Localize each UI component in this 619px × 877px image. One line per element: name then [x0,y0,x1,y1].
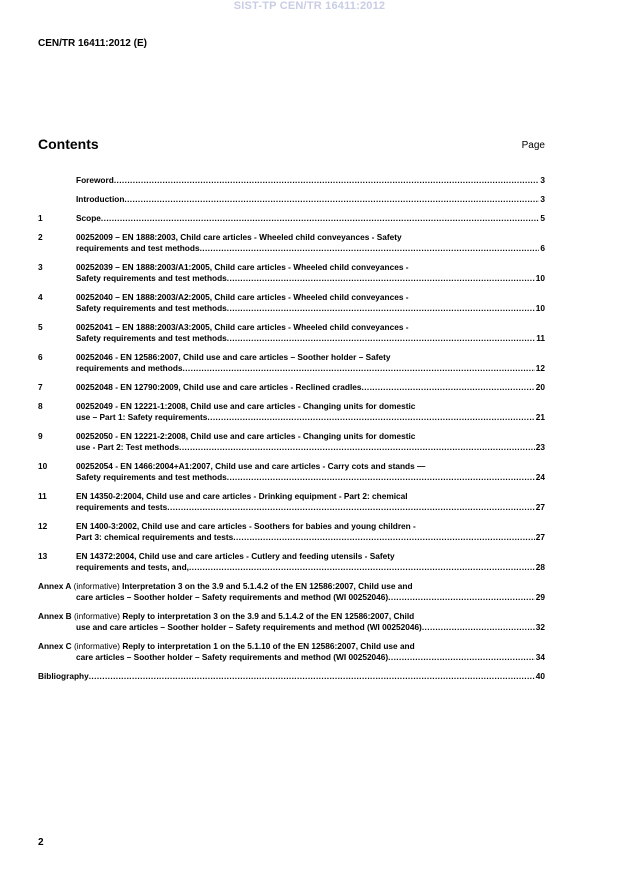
annex-title-cont: care articles – Soother holder – Safety requirements and method (WI 00252046) [76,652,389,662]
toc-entry-last-line [38,592,545,603]
toc-entry[interactable] [38,194,545,205]
toc-entry-number: 2 [38,232,43,242]
toc-entry-number: 8 [38,401,43,411]
toc-entry-line: EN 14350-2:2004, Child use and care articles - Drinking equipment - Part 2: chemical [76,491,408,501]
toc-entry-body [76,401,545,423]
toc-entry-line: EN 1400-3:2002, Child use and care articles - Soothers for babies and young children - [76,521,416,531]
toc-entry-line: 00252039 – EN 1888:2003/A1:2005, Child care articles - Wheeled child conveyances - [76,262,409,272]
dot-leader [233,532,535,543]
toc-entry-number: 6 [38,352,43,362]
toc-entry-page: 12 [535,363,545,373]
dot-leader [388,592,535,603]
toc-entry-body [76,382,545,393]
toc-entry-title: Safety requirements and test methods [76,303,227,313]
toc-entry-page: 23 [535,442,545,452]
toc-entry-title: requirements and methods [76,363,183,373]
annex-first-line [38,611,545,622]
toc-entry-last-line [38,652,545,663]
toc-entry-page: 3 [540,194,545,204]
watermark: SIST-TP CEN/TR 16411:2012 [233,0,386,12]
toc-entry-last-line [76,243,545,254]
toc-entry-page: 27 [535,532,545,542]
annex-qualifier: (informative) [71,641,121,651]
toc-entry-page: 10 [535,273,545,283]
toc-entry-number: 5 [38,322,43,332]
toc-entry-page: 34 [535,652,545,662]
dot-leader [179,442,535,453]
toc-entry-last-line [76,194,545,205]
toc-entry-last-line [76,363,545,374]
toc-entry-number [38,194,76,205]
toc-entry[interactable] [38,431,545,453]
toc-entry[interactable] [38,401,545,423]
toc-entry-body [38,581,545,603]
toc-entry-body [76,491,545,513]
toc-entry-page: 20 [535,382,545,392]
toc-entry-line: 00252049 - EN 12221-1:2008, Child use and care articles - Changing units for domestic [76,401,416,411]
annex-label: Annex A [38,581,72,591]
toc-entry-title: Scope [76,213,101,223]
toc-entry-title: requirements and tests [76,502,168,512]
toc-entry-line: 00252046 - EN 12586:2007, Child use and care articles – Soother holder – Safety [76,352,391,362]
dot-leader [207,412,534,423]
toc-entry-number: 1 [38,213,43,223]
toc-entry-annex[interactable] [38,641,545,663]
toc-entry-page: 27 [535,502,545,512]
toc-entry[interactable] [38,521,545,543]
toc-entry-last-line [76,333,545,344]
dot-leader [227,472,535,483]
toc-entry-page: 3 [540,175,545,185]
toc-entry-page: 28 [535,562,545,572]
annex-first-line [38,641,545,652]
toc-entry-body [76,175,545,186]
toc-entry-page: 24 [535,472,545,482]
dot-leader [183,363,535,374]
document-id: CEN/TR 16411:2012 (E) [38,38,147,49]
toc-entry-last-line [76,502,545,513]
annex-label: Annex B [38,611,72,621]
toc-entry-body [76,461,545,483]
toc-entry[interactable] [38,292,545,314]
toc-entry-page: 29 [535,592,545,602]
annex-title: Interpretation 3 on the 3.9 and 5.1.4.2 of the EN 12586:2007, Child use and [119,581,413,591]
table-of-contents [38,175,545,690]
toc-entry-number: 9 [38,431,43,441]
toc-entry-last-line [76,213,545,224]
toc-entry-title: 00252048 - EN 12790:2009, Child use and care articles - Reclined cradles [76,382,362,392]
toc-entry-body [76,431,545,453]
contents-title: Contents [38,136,99,152]
dot-leader [167,502,534,513]
toc-entry-number [38,175,76,186]
toc-entry-last-line [76,412,545,423]
toc-entry-page: 32 [535,622,545,632]
toc-entry-line: 00252009 – EN 1888:2003, Child care articles - Wheeled child conveyances - Safety [76,232,402,242]
toc-entry-title: Safety requirements and test methods [76,472,227,482]
toc-entry-page: 40 [535,671,545,681]
page-column-label: Page [521,140,545,151]
toc-entry-annex[interactable] [38,611,545,633]
toc-entry-title: Safety requirements and test methods [76,273,227,283]
toc-entry[interactable] [38,232,545,254]
annex-first-line [38,581,545,592]
toc-entry-body [76,262,545,284]
annex-qualifier: (informative) [71,611,121,621]
toc-entry[interactable] [38,213,545,224]
toc-entry-page: 11 [536,333,545,343]
toc-entry-last-line [76,442,545,453]
toc-entry-page: 6 [540,243,545,253]
toc-entry-page: 10 [535,303,545,313]
toc-entry-title: Introduction [76,194,125,204]
dot-leader [114,175,540,186]
toc-entry-line: EN 14372:2004, Child use and care articles - Cutlery and feeding utensils - Safety [76,551,395,561]
toc-entry-body [38,611,545,633]
toc-entry-body [76,213,545,224]
toc-entries [38,175,545,573]
toc-entry-number: 13 [38,551,48,561]
toc-entry-body [76,292,545,314]
dot-leader [200,243,540,254]
toc-entry-title: requirements and test methods [76,243,200,253]
dot-leader [388,652,535,663]
annex-title-cont: use and care articles – Soother holder – Safety requirements and method (WI 00252046) [76,622,422,632]
toc-entry-title: Safety requirements and test methods [76,333,227,343]
toc-entry-annex[interactable] [38,581,545,603]
toc-entry-number: 12 [38,521,48,531]
toc-entry-body [76,352,545,374]
toc-entry-body [76,322,545,344]
dot-leader [101,213,539,224]
toc-entry-last-line [76,303,545,314]
annex-title: Reply to interpretation 1 on the 5.1.10 of the EN 12586:2007, Child use and [120,641,415,651]
toc-entry-body [76,194,545,205]
dot-leader [422,622,535,633]
dot-leader [227,333,535,344]
toc-entry-title: use – Part 1: Safety requirements [76,412,208,422]
toc-entry-number: 3 [38,262,43,272]
toc-entry-body [38,641,545,663]
toc-entry-number: 7 [38,382,43,392]
annex-title-cont: care articles – Soother holder – Safety requirements and method (WI 00252046) [76,592,389,602]
dot-leader [227,303,535,314]
toc-entry-title: requirements and tests, and, [76,562,189,572]
toc-entry-body [76,521,545,543]
toc-entry-last-line [76,175,545,186]
dot-leader [361,382,534,393]
toc-entry[interactable] [38,551,545,573]
toc-entry-title: use - Part 2: Test methods [76,442,180,452]
toc-entry[interactable] [38,175,545,186]
toc-entry[interactable] [38,382,545,393]
toc-entry-last-line [38,622,545,633]
toc-entry-last-line [76,562,545,573]
toc-entry-number: 4 [38,292,43,302]
dot-leader [89,671,535,682]
dot-leader [189,562,535,573]
annex-title: Reply to interpretation 3 on the 3.9 and 5.1.4.2 of the EN 12586:2007, Child [120,611,415,621]
toc-entry-number: 11 [38,491,47,501]
toc-entry-line: 00252040 – EN 1888:2003/A2:2005, Child care articles - Wheeled child conveyances - [76,292,409,302]
toc-entry-page: 21 [535,412,545,422]
toc-entry-bibliography[interactable] [38,671,545,682]
toc-entry-line: 00252041 – EN 1888:2003/A3:2005, Child care articles - Wheeled child conveyances - [76,322,409,332]
toc-entry-title: Bibliography [38,671,89,681]
toc-entry-line: 00252054 - EN 1466:2004+A1:2007, Child use and care articles - Carry cots and stands — [76,461,426,471]
annex-label: Annex C [38,641,72,651]
annex-qualifier: (informative) [71,581,120,591]
toc-entry[interactable] [38,322,545,344]
toc-entry-line: 00252050 - EN 12221-2:2008, Child use and care articles - Changing units for domestic [76,431,416,441]
toc-entry-last-line [76,382,545,393]
toc-annexes [38,581,545,663]
dot-leader [227,273,535,284]
toc-entry-title: Part 3: chemical requirements and tests [76,532,234,542]
toc-entry-last-line [76,472,545,483]
toc-entry-last-line [76,273,545,284]
toc-entry[interactable] [38,262,545,284]
toc-entry[interactable] [38,491,545,513]
toc-entry-title: Foreword [76,175,114,185]
page-number: 2 [38,837,44,848]
toc-entry[interactable] [38,352,545,374]
toc-entry-last-line [76,532,545,543]
toc-entry-body [76,551,545,573]
toc-entry-page: 5 [540,213,545,223]
dot-leader [124,194,539,205]
toc-entry[interactable] [38,461,545,483]
toc-entry-body [76,232,545,254]
toc-entry-number: 10 [38,461,48,471]
